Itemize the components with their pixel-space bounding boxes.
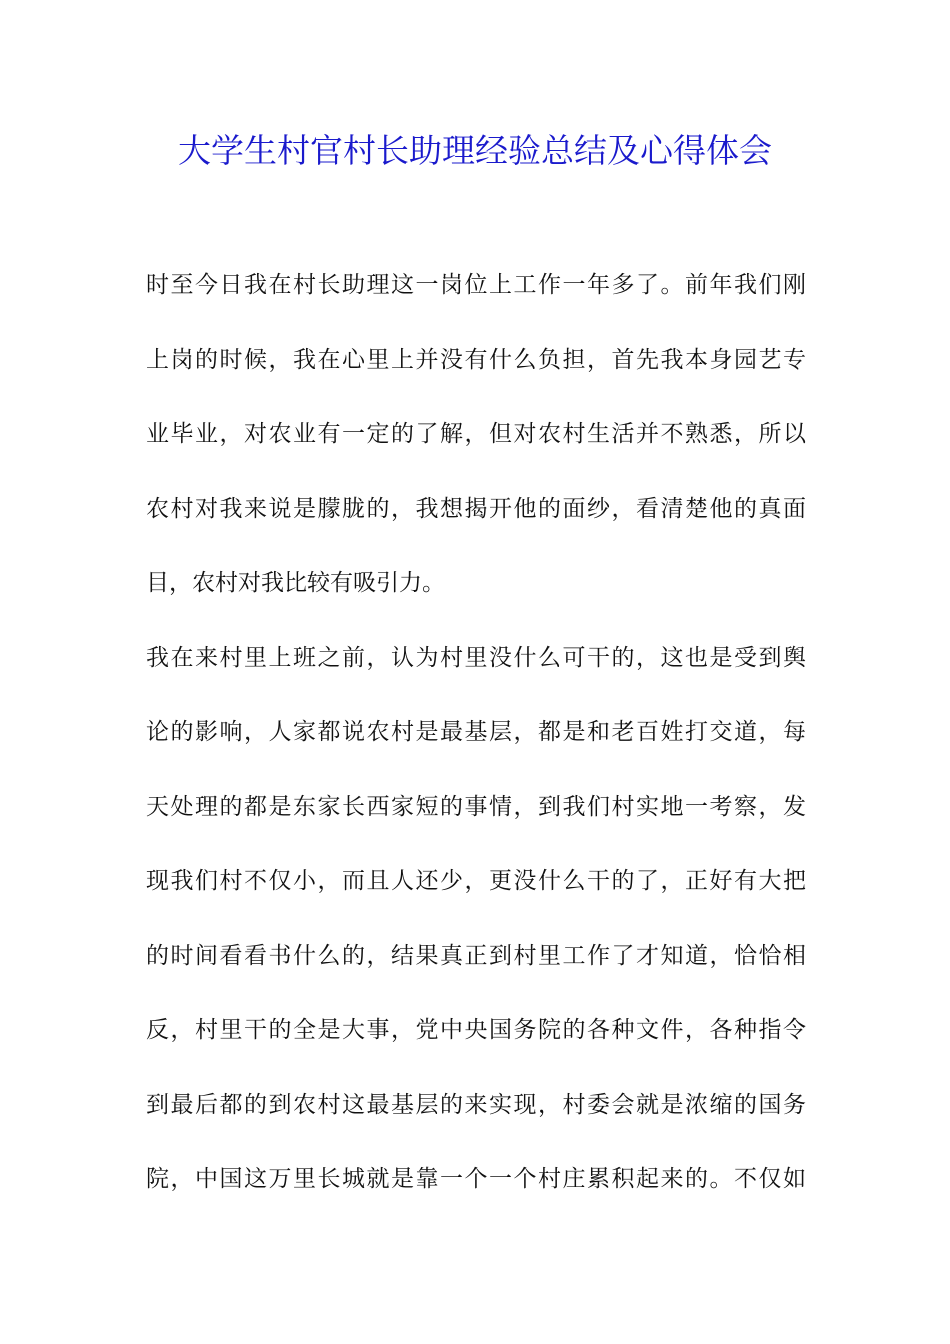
- document-title: 大学生村官村长助理经验总结及心得体会: [178, 131, 772, 170]
- text-line: 现我们村不仅小，而且人还少，更没什么干的了，正好有大把: [146, 868, 806, 894]
- text-line: 时至今日我在村长助理这一岗位上工作一年多了。前年我们刚: [146, 272, 806, 298]
- paragraph-end-line: 目，农村对我比较有吸引力。: [146, 570, 445, 596]
- text-line: 农村对我来说是朦胧的，我想揭开他的面纱，看清楚他的真面: [146, 495, 806, 522]
- text-line: 业毕业，对农业有一定的了解，但对农村生活并不熟悉，所以: [146, 421, 806, 447]
- document-body: [146, 263, 806, 1232]
- text-line: 我在来村里上班之前，认为村里没什么可干的，这也是受到舆: [146, 644, 806, 671]
- text-line: 上岗的时候，我在心里上并没有什么负担，首先我本身园艺专: [146, 346, 806, 373]
- text-line: 论的影响，人家都说农村是最基层，都是和老百姓打交道，每: [146, 719, 806, 745]
- text-line: 反，村里干的全是大事，党中央国务院的各种文件，各种指令: [146, 1017, 806, 1043]
- text-line: 天处理的都是东家长西家短的事情，到我们村实地一考察，发: [146, 793, 806, 820]
- text-line: 的时间看看书什么的，结果真正到村里工作了才知道，恰恰相: [146, 942, 806, 969]
- text-line: 院，中国这万里长城就是靠一个一个村庄累积起来的。不仅如: [146, 1166, 806, 1192]
- text-line: 到最后都的到农村这最基层的来实现，村委会就是浓缩的国务: [146, 1091, 806, 1118]
